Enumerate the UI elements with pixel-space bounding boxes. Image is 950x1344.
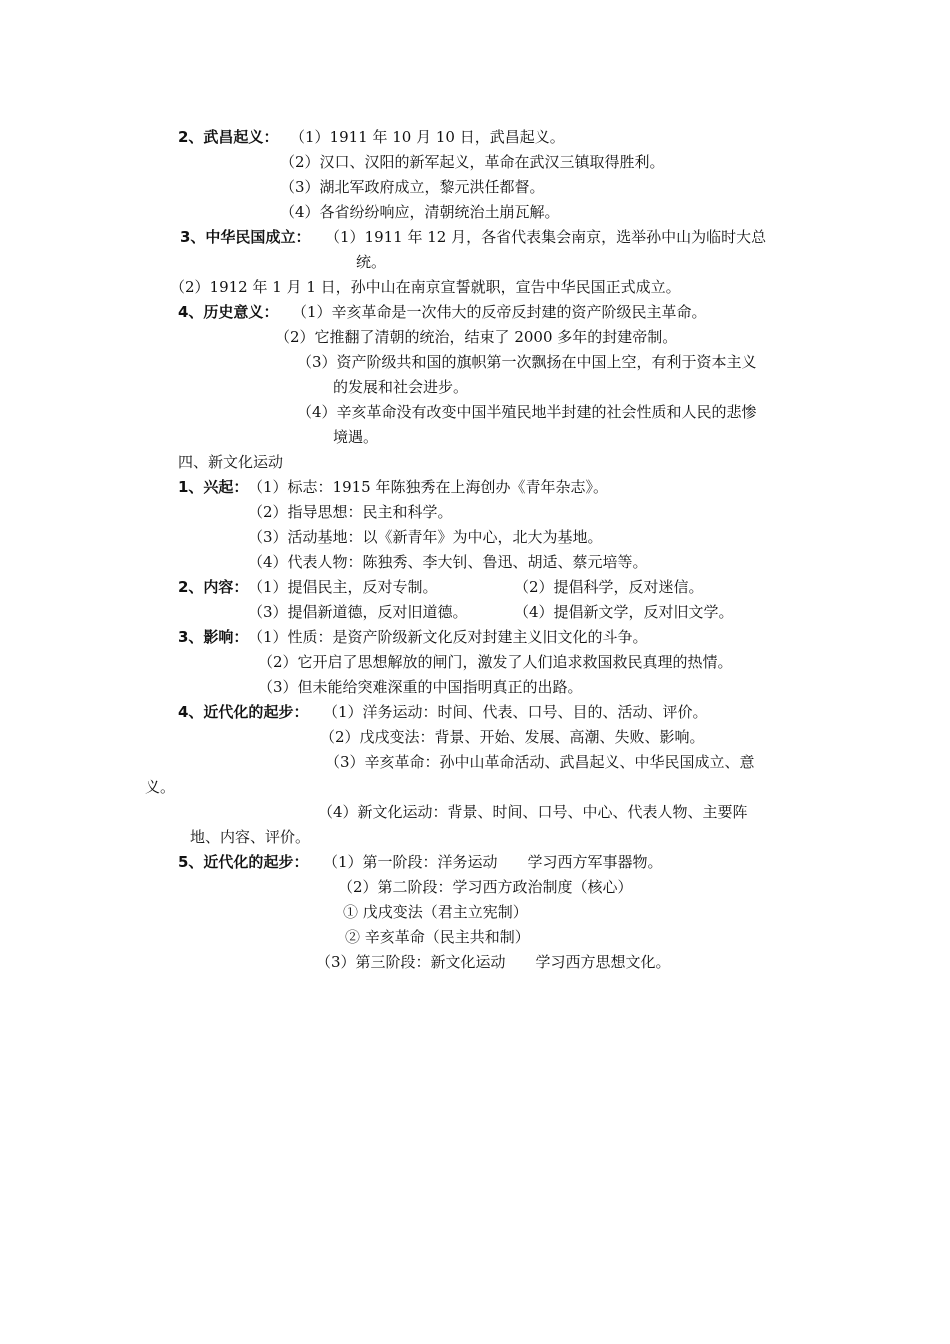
- modernization-heading-a: 4、近代化的起步：: [178, 703, 309, 721]
- modernization-a-line-3b: 义。: [145, 778, 176, 796]
- wuchang-line-4: （4）各省纷纷响应，清朝统治土崩瓦解。: [280, 203, 560, 221]
- section-title-new-culture: 四、新文化运动: [178, 453, 284, 471]
- content-line-3: （3）提倡新道德，反对旧道德。: [248, 603, 468, 621]
- significance-line-4a: （4）辛亥革命没有改变中国半殖民地半封建的社会性质和人民的悲惨: [297, 403, 757, 421]
- section-4-heading: 4、历史意义：: [178, 303, 279, 321]
- significance-line-1: （1）辛亥革命是一次伟大的反帝反封建的资产阶级民主革命。: [292, 303, 707, 321]
- modernization-heading-b: 5、近代化的起步：: [178, 853, 309, 871]
- section-3-heading: 3、中华民国成立：: [180, 228, 311, 246]
- rise-line-4: （4）代表人物：陈独秀、李大钊、鲁迅、胡适、蔡元培等。: [248, 553, 648, 571]
- rise-line-2: （2）指导思想：民主和科学。: [248, 503, 453, 521]
- modernization-a-line-4b: 地、内容、评价。: [190, 828, 311, 846]
- modernization-a-line-3a: （3）辛亥革命：孙中山革命活动、武昌起义、中华民国成立、意: [325, 753, 755, 771]
- roc-line-1a: （1）1911 年 12 月，各省代表集会南京，选举孙中山为临时大总: [325, 228, 767, 246]
- wuchang-line-2: （2）汉口、汉阳的新军起义，革命在武汉三镇取得胜利。: [280, 153, 665, 171]
- significance-line-4b: 境遇。: [333, 428, 379, 446]
- content-heading: 2、内容：: [178, 578, 249, 596]
- stage-line-1: （1）第一阶段：洋务运动 学习西方军事器物。: [323, 853, 663, 871]
- influence-heading: 3、影响：: [178, 628, 249, 646]
- rise-heading: 1、兴起：: [178, 478, 249, 496]
- content-line-4: （4）提倡新文学，反对旧文学。: [514, 603, 734, 621]
- content-line-2: （2）提倡科学，反对迷信。: [514, 578, 704, 596]
- significance-line-2: （2）它推翻了清朝的统治，结束了 2000 多年的封建帝制。: [275, 328, 678, 346]
- content-line-1: （1）提倡民主，反对专制。: [248, 578, 438, 596]
- rise-line-1: （1）标志：1915 年陈独秀在上海创办《青年杂志》。: [248, 478, 608, 496]
- stage-line-3: ① 戊戌变法（君主立宪制）: [343, 903, 528, 921]
- modernization-a-line-2: （2）戊戌变法：背景、开始、发展、高潮、失败、影响。: [320, 728, 705, 746]
- influence-line-3: （3）但未能给突难深重的中国指明真正的出路。: [258, 678, 583, 696]
- modernization-a-line-4a: （4）新文化运动：背景、时间、口号、中心、代表人物、主要阵: [318, 803, 748, 821]
- wuchang-line-3: （3）湖北军政府成立，黎元洪任都督。: [280, 178, 545, 196]
- roc-line-1b: 统。: [356, 253, 387, 271]
- stage-line-5: （3）第三阶段：新文化运动 学习西方思想文化。: [316, 953, 671, 971]
- stage-line-4: ② 辛亥革命（民主共和制）: [345, 928, 530, 946]
- influence-line-2: （2）它开启了思想解放的闸门，激发了人们追求救国救民真理的热情。: [258, 653, 733, 671]
- influence-line-1: （1）性质：是资产阶级新文化反对封建主义旧文化的斗争。: [248, 628, 648, 646]
- section-2-heading: 2、武昌起义：: [178, 128, 279, 146]
- significance-line-3b: 的发展和社会进步。: [333, 378, 469, 396]
- rise-line-3: （3）活动基地：以《新青年》为中心，北大为基地。: [248, 528, 603, 546]
- wuchang-line-1: （1）1911 年 10 月 10 日，武昌起义。: [290, 128, 565, 146]
- significance-line-3a: （3）资产阶级共和国的旗帜第一次飘扬在中国上空，有利于资本主义: [297, 353, 757, 371]
- modernization-a-line-1: （1）洋务运动：时间、代表、口号、目的、活动、评价。: [323, 703, 708, 721]
- stage-line-2: （2）第二阶段：学习西方政治制度（核心）: [338, 878, 633, 896]
- roc-line-2: （2）1912 年 1 月 1 日，孙中山在南京宣誓就职，宣告中华民国正式成立。: [170, 278, 681, 296]
